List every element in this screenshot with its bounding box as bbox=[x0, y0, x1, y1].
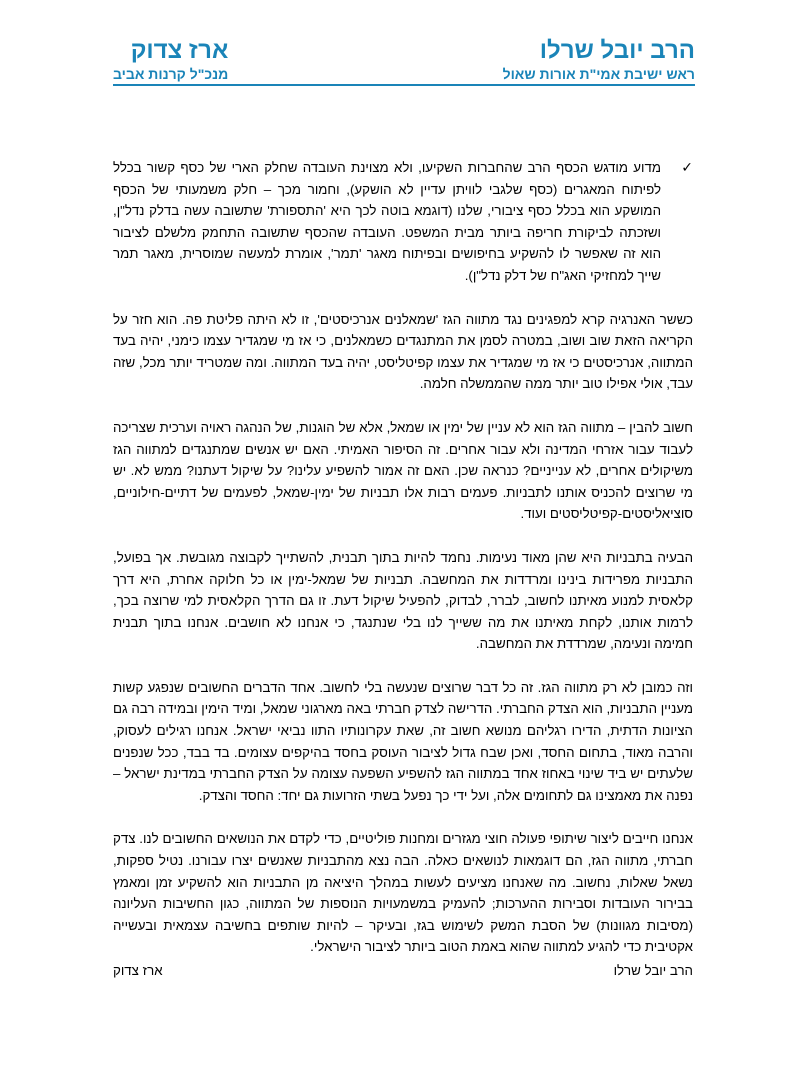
signature-right: הרב יובל שרלו bbox=[613, 963, 693, 978]
paragraph-4: וזה כמובן לא רק מתווה הגז. זה כל דבר שרוצים שנעשה בלי לחשוב. אחד הדברים החשובים שנפגע קשות מעניין התבניות, הוא הצדק החברתי. הדרישה לצדק חברתי באה מארגוני שמאל, ומיד הימין ובמידה רבה גם הציונות הדתית, הדירו רגליהם מנושא חשוב זה, שאת עקרונותיו התוו נביאי ישראל. אנחנו רגילים לעסוק, והרבה מאוד, בתחום החסד, ואכן שבח גדול לציבור העוסק בחסד בהיקפים עצומים. בד בבד, ככל שנפנים שלעתים יש ביד שינוי באחוז אחד במתווה הגז להשפיע השפעה עצומה על הצדק החברתי במדינת ישראל – נפנה את מאמצינו גם לתחומים אלה, ועל ידי כך נפעל בשתי הזרועות גם יחד: החסד והצדק. bbox=[113, 679, 693, 803]
letterhead-left bbox=[113, 38, 228, 84]
check-icon: ✓ bbox=[681, 159, 693, 175]
author-name-right: הרב יובל שרלו bbox=[539, 37, 695, 64]
letterhead-right bbox=[503, 38, 695, 84]
author-title-right: ראש ישיבת אמי"ת אורות שאול bbox=[502, 66, 695, 82]
paragraph-5: אנחנו חייבים ליצור שיתופי פעולה חוצי מגזרים ומחנות פוליטיים, כדי לקדם את הנושאים החשובים לנו. צדק חברתי, מתווה הגז, הם דוגמאות לנושאים כאלה. הבה נצא מהתבניות שאנשים יצרו עבורנו. נטיל ספקות, נשאל שאלות, נחשוב. מה שאנחנו מציעים לעשות במהלך היציאה מן התבניות הוא להשקיע זמן ומאמץ בבירור העובדות וסבירות ההערכות; להעמיק במשמעויות הנוספות של המתווה, כגון החשיבות העליונה (מסיבות מגוונות) של הסבת המשק לשימוש בגז, ובעיקר – להיות שותפים בחשיבה עצמאית ובעשייה אקטיבית כדי להגיע למתווה שהוא באמת הטוב ביותר לציבור הישראלי. bbox=[113, 831, 693, 955]
signatures bbox=[113, 963, 693, 985]
paragraph-1: כששר האנרגיה קרא למפגינים נגד מתווה הגז 'שמאלנים אנרכיסטים', זו לא היתה פליטת פה. הוא חזר על הקריאה הזאת שוב ושוב, במטרה לסמן את המתנגדים כשמאלנים, כי אז מי שמגדיר עצמו כימני, יהיה בעד המתווה, אנרכיסטים כי אז מי שמגדיר את עצמו קפיטליסט, יהיה בעד המתווה. ומה שמטריד יותר מכל, שזה עבד, אולי אפילו טוב יותר ממה שהממשלה חלמה. bbox=[113, 311, 693, 392]
paragraph-2: חשוב להבין – מתווה הגז הוא לא עניין של ימין או שמאל, אלא של הוגנות, של הנהגה ראויה וערכית שצריכה לעבוד עבור אזרחי המדינה ולא עבור אחרים. זה הסיפור האמיתי. האם יש אנשים שמתנגדים למתווה הגז משיקולים אחרים, לא ענייניים? כנראה שכן. האם זה אמור להשפיע עלינו? על שיקול דעתנו? ממש לא. יש מי שרוצים להכניס אותנו לתבניות. פעמים רבות אלו תבניות של ימין-שמאל, לפעמים של דתיים-חילוניים, סוציאליסטים-קפיטליסטים ועוד. bbox=[113, 419, 693, 522]
author-name-left: ארז צדוק bbox=[130, 37, 229, 64]
author-title-left: מנכ"ל קרנות אביב bbox=[113, 66, 229, 82]
header-divider bbox=[113, 84, 695, 86]
bullet-paragraph bbox=[113, 157, 693, 287]
letterhead bbox=[113, 38, 695, 88]
bullet-text: מדוע מודגש הכסף הרב שהחברות השקיעו, ולא מצוינת העובדה שחלק הארי של כסף קשור בכלל לפיתוח המאגרים (כסף שלגבי לוויתן עדיין לא הושקע), וחמור מכך – חלק משמעותי של הכסף המושקע הוא בכלל כסף ציבורי, שלנו (דוגמא בוטה לכך היא 'התספורת' שתשובה עשה בדלק נדל"ן, ושזכתה לביקורת חריפה ביותר מבית המשפט. העובדה שהכסף שתשובה התחמק מלשלם לציבור הוא זה שאפשר לו להשקיע בחיפושים ובפיתוח מאגר 'תמר', אומרת למעשה שמוסרית, מאגר תמר שייך למחזיקי האג"ח של דלק נדל"ן). bbox=[113, 160, 661, 283]
signature-left: ארז צדוק bbox=[113, 963, 163, 978]
letter-body bbox=[113, 157, 693, 980]
paragraph-3: הבעיה בתבניות היא שהן מאוד נעימות. נחמד להיות בתוך תבנית, להשתייך לקבוצה מגובשת. אך בפועל, התבניות מפרידות בינינו ומרדדות את המחשבה. תבניות של שמאל-ימין או כל חלוקה אחרת, היא דרך קלאסית למנוע מאיתנו לחשוב, לברר, לבדוק, להפעיל שיקול דעת. זו גם הדרך הקלאסית למי שרוצה בכך, לרמות אותנו, לקחת מאיתנו את מה ששייך לנו בלי שנתנגד, כי אנחנו לא חושבים. אנחנו בתוך תבנית חמימה ונעימה, שמרדדת את המחשבה. bbox=[113, 549, 693, 652]
